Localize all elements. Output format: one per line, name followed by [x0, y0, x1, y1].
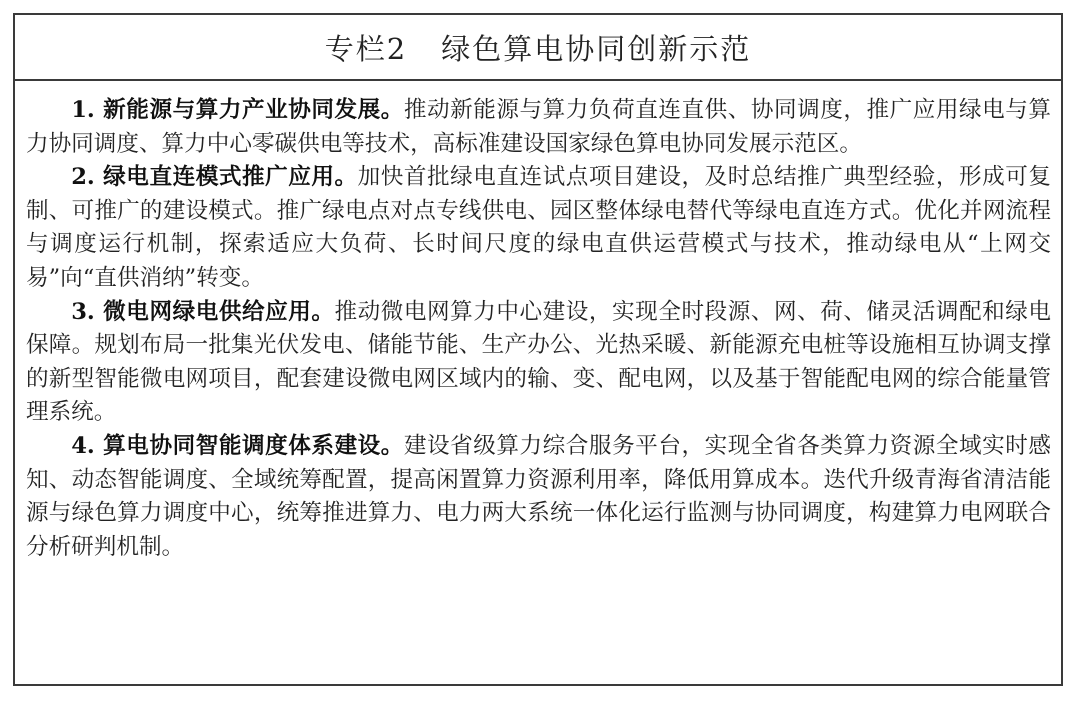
item-heading: 2. 绿电直连模式推广应用。 [71, 164, 358, 191]
item-body: 建设省级算力综合服务平台，实现全省各类算力资源全域实时感知、动态智能调度、全域统筹配置，提高闲置算力资源利用率，降低用算成本。迭代升级青海省清洁能源与绿色算力调度中心，统筹推进算力、电力两大系统一体化运行监测与协同调度，构建算力电网联合分析研判机制。 [26, 432, 1052, 560]
column-title: 绿色算电协同创新示范 [441, 31, 752, 66]
item-heading: 3. 微电网绿电供给应用。 [71, 298, 335, 325]
item-body: 加快首批绿电直连试点项目建设，及时总结推广典型经验，形成可复制、可推广的建设模式。推广绿电点对点专线供电、园区整体绿电替代等绿电直连方式。优化并网流程与调度运行机制，探索适应大负荷、长时间尺度的绿电直供运营模式与技术，推动绿电从“上网交易”向“直供消纳”转变。 [26, 164, 1052, 291]
column-title-bar [15, 15, 1061, 81]
item-heading: 4. 算电协同智能调度体系建设。 [71, 432, 404, 459]
list-item-4 [26, 430, 1051, 564]
list-item-3 [26, 296, 1051, 430]
list-item-2 [26, 161, 1051, 295]
item-body: 推动微电网算力中心建设，实现全时段源、网、荷、储灵活调配和绿电保障。规划布局一批集光伏发电、储能节能、生产办公、光热采暖、新能源充电桩等设施相互协调支撑的新型智能微电网项目，配套建设微电网区域内的输、变、配电网，以及基于智能配电网的综合能量管理系统。 [26, 298, 1051, 426]
column-label: 专栏2 [324, 31, 408, 66]
column-box [13, 13, 1063, 686]
list-item-1 [26, 94, 1051, 161]
item-heading: 1. 新能源与算力产业协同发展。 [71, 97, 404, 123]
item-body: 推动新能源与算力负荷直连直供、协同调度，推广应用绿电与算力协同调度、算力中心零碳供电等技术，高标准建设国家绿色算电协同发展示范区。 [26, 97, 1052, 157]
column-content [15, 81, 1061, 564]
